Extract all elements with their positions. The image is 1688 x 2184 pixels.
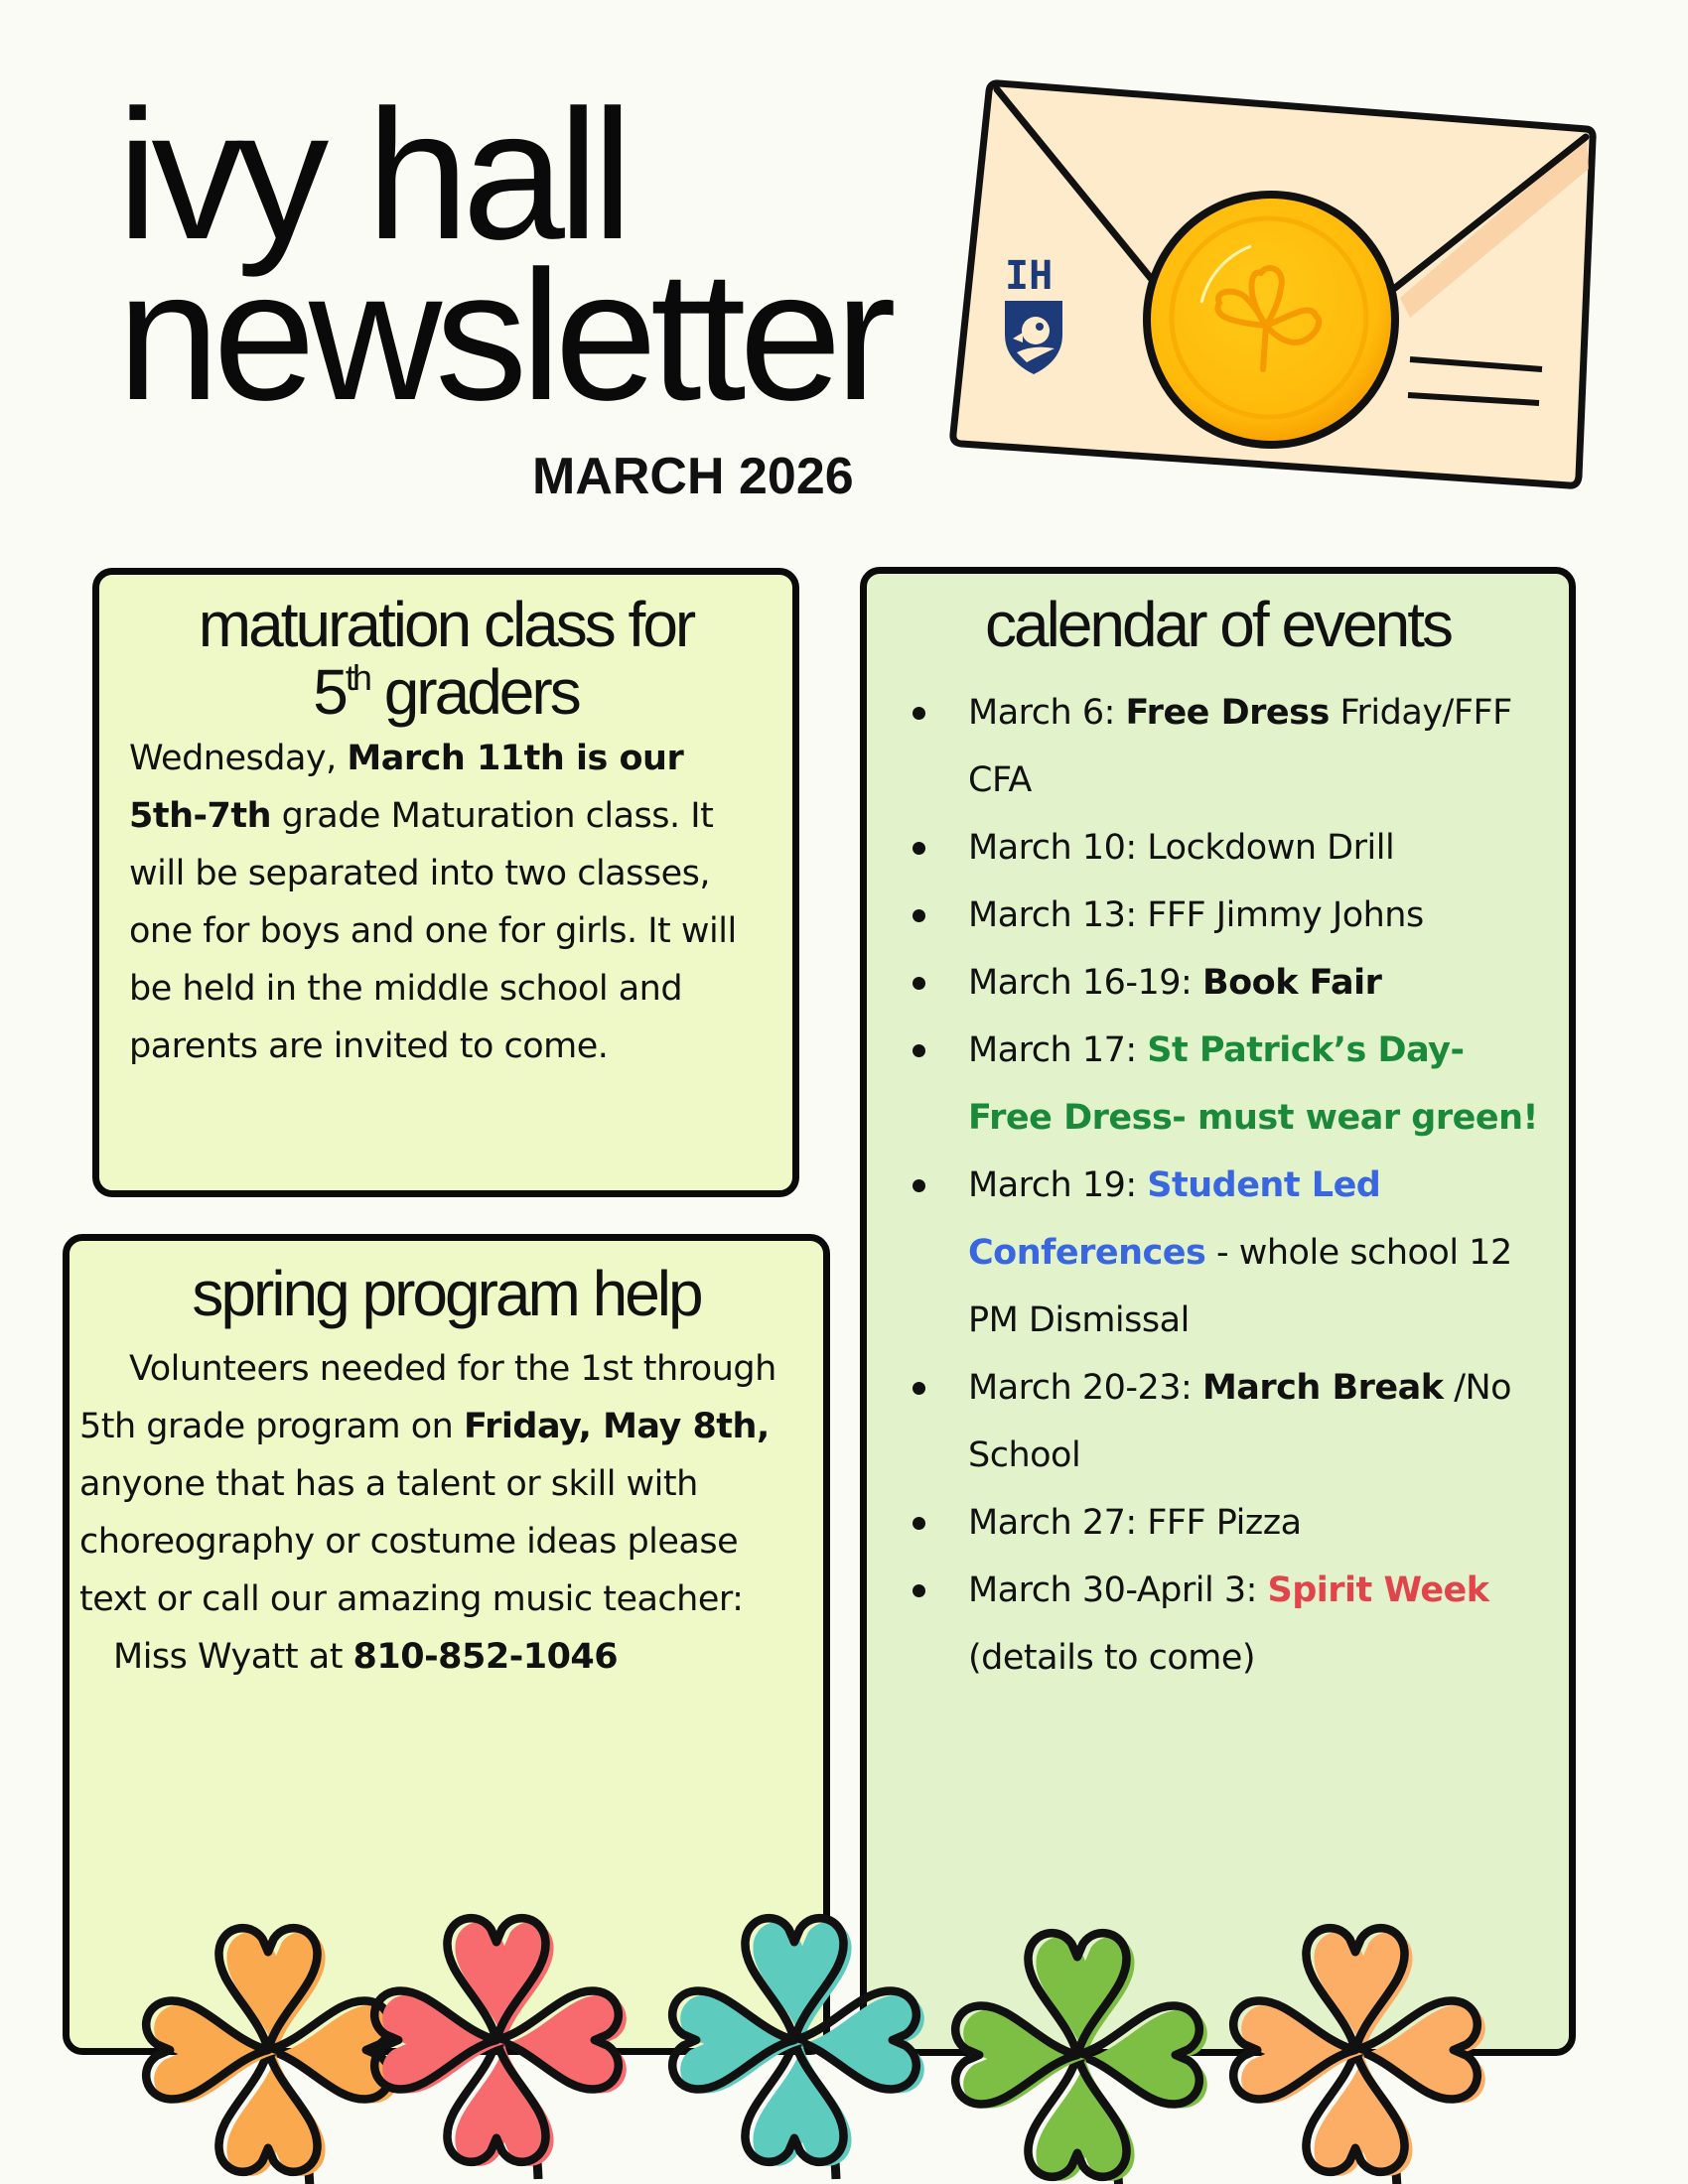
clover-leaf-fill <box>226 2054 325 2176</box>
clover-stem <box>1097 2095 1119 2184</box>
calendar-of-events-section <box>860 567 1576 2056</box>
clover-stem <box>516 2080 538 2179</box>
event-item <box>907 1017 1555 1152</box>
event-date: March 13: <box>968 895 1148 935</box>
clover-stem <box>814 2080 836 2179</box>
event-item <box>907 949 1555 1017</box>
event-item <box>907 1489 1555 1557</box>
clover-stem <box>288 2090 310 2184</box>
bullet-icon <box>913 1044 925 1057</box>
body-text-bold: March 11th is our 5th-7th <box>129 739 684 836</box>
title-rest: graders <box>383 656 579 728</box>
events-list <box>867 679 1569 1692</box>
logo-text: IH <box>1005 253 1054 299</box>
body-text-bold: Friday, May 8th, <box>463 1407 770 1446</box>
event-highlight: Book Fair <box>1201 963 1382 1003</box>
bullet-icon <box>913 1517 925 1530</box>
event-detail: - whole school 12 PM Dismissal <box>968 1233 1512 1340</box>
clover-leaf-fill <box>1036 2059 1134 2181</box>
clover-leaf-fill <box>455 2044 553 2166</box>
body-text-2: anyone that has a talent or skill with choreography or costume ideas please text or call our amazing music teacher: <box>79 1464 744 1619</box>
clover-leaf-outline <box>218 2050 317 2172</box>
event-date: March 30-April 3: <box>968 1570 1268 1610</box>
event-item <box>907 882 1555 949</box>
event-item <box>907 679 1555 814</box>
spring-program-title: spring program help <box>192 1258 701 1329</box>
event-detail: FFF Jimmy Johns <box>1147 895 1424 935</box>
event-highlight: March Break <box>1201 1368 1444 1408</box>
event-date: March 19: <box>968 1165 1148 1205</box>
event-highlight: Student Led Conferences <box>968 1165 1381 1273</box>
spring-program-body <box>70 1330 823 1686</box>
envelope-with-shamrock-seal-icon <box>933 69 1609 506</box>
newsletter-title-line2: newsletter <box>117 233 890 439</box>
event-date: March 6: <box>968 693 1126 733</box>
clover-leaf-fill <box>753 2044 851 2166</box>
event-detail: FFF Pizza <box>1147 1503 1302 1543</box>
seal-icon <box>1147 195 1395 445</box>
event-detail: Friday/FFF CFA <box>968 693 1512 800</box>
bullet-icon <box>913 1179 925 1192</box>
event-highlight: Free Dress <box>1125 693 1330 733</box>
maturation-class-title <box>99 591 792 726</box>
title-ordinal-suffix: th <box>345 657 369 698</box>
event-highlight: Spirit Week <box>1267 1570 1489 1610</box>
clover-leaf-outline <box>1306 2050 1404 2172</box>
bullet-icon <box>913 707 925 720</box>
bullet-icon <box>913 909 925 922</box>
spring-program-section <box>63 1234 830 2055</box>
event-detail: (details to come) <box>968 1638 1256 1678</box>
calendar-title: calendar of events <box>985 589 1451 660</box>
body-text-1: Wednesday, <box>129 739 348 778</box>
event-item <box>907 814 1555 882</box>
clover-leaf-outline <box>1028 2055 1126 2177</box>
newsletter-title-line1: ivy hall <box>117 72 627 278</box>
newsletter-title <box>117 72 931 439</box>
issue-date: MARCH 2026 <box>532 448 854 505</box>
event-item <box>907 1354 1555 1489</box>
event-detail: Lockdown Drill <box>1147 828 1395 868</box>
bullet-icon <box>913 1584 925 1597</box>
clover-leaf-outline <box>745 2040 843 2162</box>
body-text-1: Volunteers needed for the 1st through 5th grade program on <box>79 1349 776 1446</box>
event-date: March 27: <box>968 1503 1148 1543</box>
event-date: March 16-19: <box>968 963 1202 1003</box>
title-ordinal-number: 5 <box>313 656 346 728</box>
contact-name: Miss Wyatt at <box>113 1637 353 1677</box>
event-item <box>907 1557 1555 1692</box>
event-detail: /No School <box>968 1368 1512 1475</box>
contact-phone: 810-852-1046 <box>352 1637 619 1677</box>
event-date: March 20-23: <box>968 1368 1202 1408</box>
maturation-class-body <box>99 726 792 1075</box>
maturation-class-section <box>92 568 799 1197</box>
clover-leaf-outline <box>447 2040 545 2162</box>
event-item <box>907 1152 1555 1354</box>
clover-leaf-fill <box>1314 2054 1412 2176</box>
title-line1: maturation class for <box>198 589 694 660</box>
bullet-icon <box>913 1382 925 1395</box>
bullet-icon <box>913 842 925 855</box>
clover-stem <box>1375 2090 1397 2184</box>
body-text-2: grade Maturation class. It will be separated into two classes, one for boys and one for girls. It will be held in the middle school and parents are invited to come. <box>129 796 737 1066</box>
event-date: March 10: <box>968 828 1148 868</box>
event-date: March 17: <box>968 1030 1148 1070</box>
event-highlight: St Patrick’s Day- Free Dress- must wear green! <box>968 1030 1538 1138</box>
bullet-icon <box>913 977 925 990</box>
